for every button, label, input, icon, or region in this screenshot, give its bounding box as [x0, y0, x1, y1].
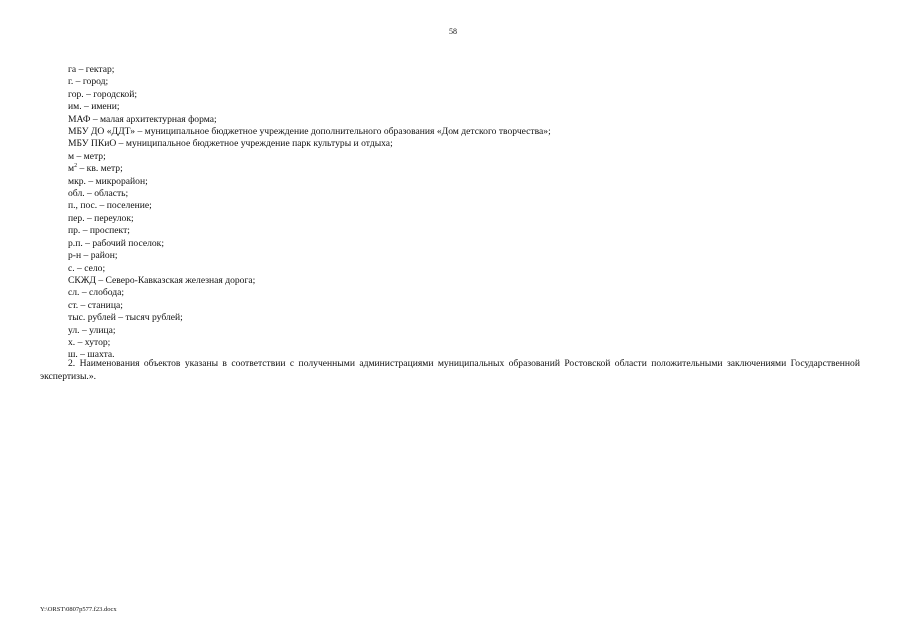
note-line-1: 2. Наименования объектов указаны в соответствии с полученными администрациями муниципальных образований Ростовской области положительными заключениями: [68, 358, 787, 369]
list-item: п., пос. – поселение;: [68, 200, 152, 212]
list-item: с. – село;: [68, 262, 106, 274]
list-item: г. – город;: [68, 76, 109, 88]
list-item: м – метр;: [68, 150, 106, 162]
list-item: обл. – область;: [68, 188, 129, 200]
abbreviation-list: [68, 64, 551, 362]
list-item: р.п. – рабочий поселок;: [68, 237, 165, 249]
note-paragraph: [40, 358, 860, 383]
list-item: МБУ ПКиО – муниципальное бюджетное учреждение парк культуры и отдыха;: [68, 138, 393, 150]
list-item: пр. – проспект;: [68, 225, 130, 237]
list-item: р-н – район;: [68, 250, 118, 262]
list-item: х. – хутор;: [68, 336, 111, 348]
list-item: пер. – переулок;: [68, 212, 134, 224]
footer-file-path: Y:\ORST\0807p577.f23.docx: [40, 606, 117, 613]
sq-meter-base: м: [68, 163, 75, 175]
note-line-2: Государственной экспертизы.».: [40, 358, 860, 382]
list-item: ул. – улица;: [68, 324, 116, 336]
list-item: ш. – шахта.: [68, 349, 115, 361]
list-item: тыс. рублей – тысяч рублей;: [68, 312, 183, 324]
sq-meter-superscript: 2: [74, 163, 78, 170]
list-item: мкр. – микрорайон;: [68, 175, 148, 187]
page-number: 58: [449, 27, 457, 36]
list-item: ст. – станица;: [68, 299, 123, 311]
sq-meter-rest: – кв. метр;: [77, 163, 123, 175]
list-item: СКЖД – Северо-Кавказская железная дорога;: [68, 274, 256, 286]
list-item: гор. – городской;: [68, 88, 138, 100]
list-item: МАФ – малая архитектурная форма;: [68, 113, 217, 125]
list-item: га – гектар;: [68, 64, 115, 75]
list-item: МБУ ДО «ДДТ» – муниципальное бюджетное учреждение дополнительного образования «Дом детского творчества»;: [68, 126, 551, 138]
list-item: им. – имени;: [68, 101, 120, 113]
list-item-sq-meter: [68, 163, 551, 175]
list-item: сл. – слобода;: [68, 287, 125, 299]
